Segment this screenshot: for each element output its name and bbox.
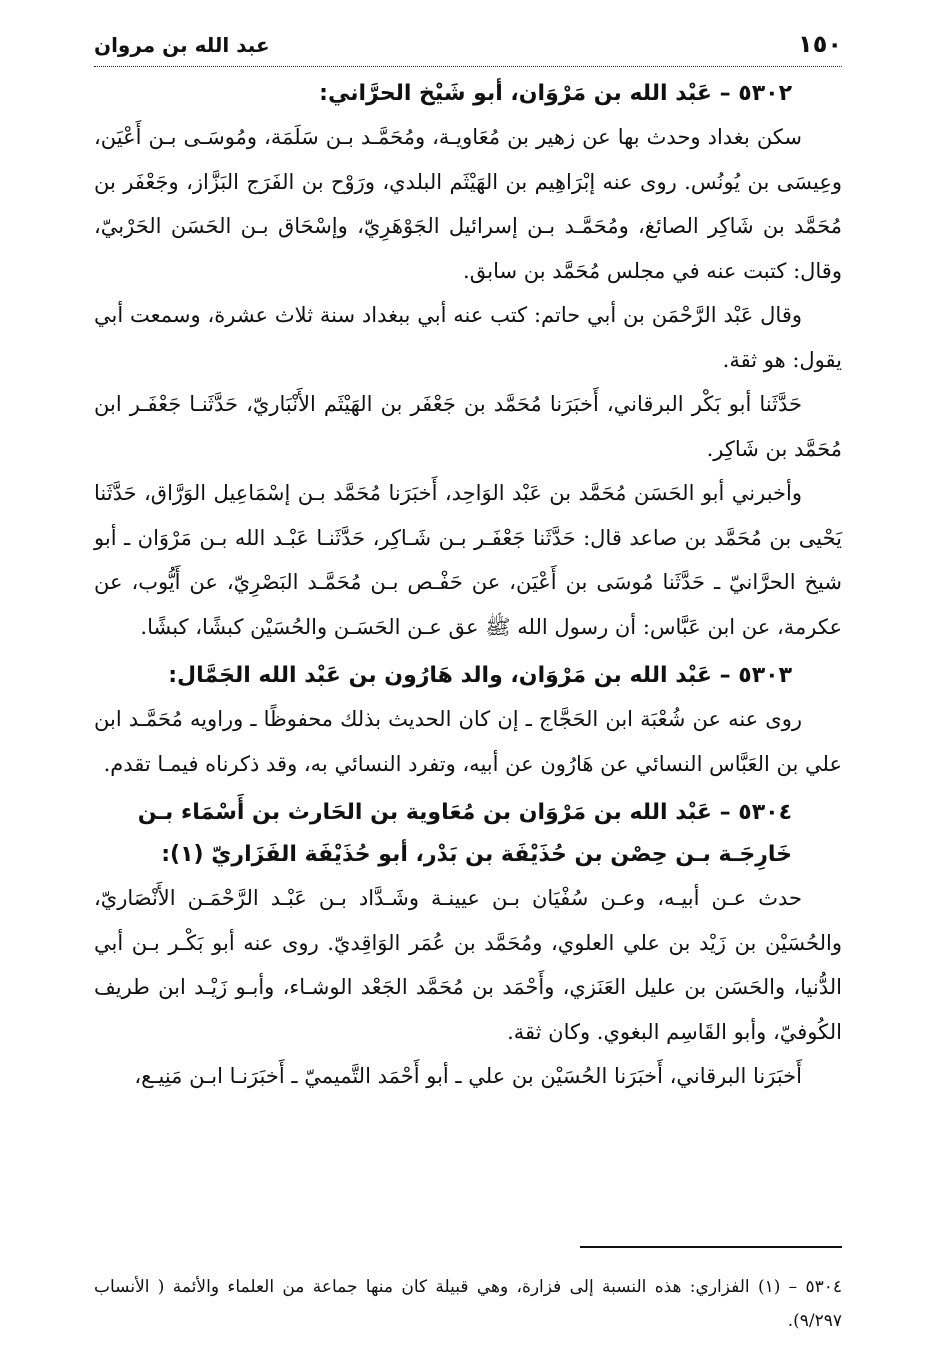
- running-title: عبد الله بن مروان: [94, 33, 270, 57]
- entry-5304: [94, 792, 842, 1099]
- entry-title: ٥٣٠٣ – عَبْد الله بن مَرْوَان، والد هَارُون بن عَبْد الله الجَمَّال:: [168, 663, 792, 688]
- entry-paragraph: حَدَّثَنا أبو بَكْر البرقاني، أَخبَرَنا مُحَمَّد بن جَعْفَر بن الهَيْثَم الأَنْبَاريّ، حَدَّثَنـا جَعْفَـر ابن مُحَمَّد بن شَاكِر.: [94, 392, 842, 461]
- entry-paragraph: وأخبرني أبو الحَسَن مُحَمَّد بن عَبْد الوَاحِد، أَخبَرَنا مُحَمَّد بـن إسْمَاعِيل الوَرَّاق، حَدَّثَنا يَحْيى بن مُحَمَّد بن صاعد قال: حَدَّثَنا جَعْفَـر بـن شَـاكِر، حَدَّثَنـا عَبْـد الله بـن مَرْوَان ـ أبو شيخ الحرَّانيّ ـ حَدَّثَنا مُوسَى بن أَعْيَن، عن حَفْـص بـن مُحَمَّـد البَصْرِيّ، عن أَيُّوب، عن عكرمة، عن ابن عَبَّاس: أن رسول الله ﷺ عق عـن الحَسَـن والحُسَيْن كبشًا، كبشًا.: [94, 481, 842, 639]
- entry-5303: [94, 655, 842, 786]
- entry-paragraph: وقال عَبْد الرَّحْمَن بن أبي حاتم: كتب عنه أبي ببغداد سنة ثلاث عشرة، وسمعت أبي يقول: هو ثقة.: [94, 303, 842, 372]
- entry-paragraph: روى عنه عن شُعْبَة ابن الحَجَّاج ـ إن كان الحديث بذلك محفوظًا ـ وراويه مُحَمَّـد ابن علي بن العَبَّاس النسائي عن هَارُون عن أبيه، وتفرد النسائي به، وقد ذكرناه فيمـا تقدم.: [94, 707, 842, 776]
- entry-title: ٥٣٠٤ – عَبْد الله بن مَرْوَان بن مُعَاوية بن الحَارث بن أَسْمَاء بـن خَارِجَـة بـن حِصْن بن حُذَيْفَة بن بَدْر، أبو حُذَيْفَة الفَزَاريّ (١):: [137, 800, 792, 867]
- entry-paragraph: أَخبَرَنا البرقاني، أَخبَرَنا الحُسَيْن بن علي ـ أبو أَحْمَد التَّميميّ ـ أَخبَرَنـا ابـن مَنِيـع،: [134, 1064, 802, 1088]
- running-header: [94, 30, 842, 67]
- entry-title: ٥٣٠٢ – عَبْد الله بن مَرْوَان، أبو شَيْخ الحرَّاني:: [319, 81, 792, 106]
- page-number: ١٥٠: [798, 30, 842, 58]
- book-page: [94, 30, 842, 1331]
- entry-paragraph: حدث عـن أبيـه، وعـن سُفْيَان بـن عيينـة وشَـدَّاد بـن عَبْـد الرَّحْمَـن الأَنْصَاريّ، والحُسَيْن بن زَيْد بن علي العلوي، ومُحَمَّد بن عُمَر الوَاقِديّ. روى عنه أبو بَكْـر بـن أبي الدُّنيا، والحَسَن بن عليل العَنَزي، وأَحْمَد بن مُحَمَّد الجَعْد الوشـاء، وأبـو زَيْـد ابن طريف الكُوفيّ، وأبو القَاسِم البغوي. وكان ثقة.: [94, 886, 842, 1044]
- entry-5302: [94, 73, 842, 649]
- footnote-divider: [580, 1246, 842, 1248]
- entry-paragraph: سكن بغداد وحدث بها عن زهير بن مُعَاويـة، ومُحَمَّـد بـن سَلَمَة، ومُوسَـى بـن أَعْيَن، وعِيسَى بن يُونُس. روى عنه إبْرَاهِيم بن الهَيْثَم البلدي، ورَوْح بن الفَرَج البَزَّاز، وجَعْفَر بن مُحَمَّد بن شَاكِر الصائغ، ومُحَمَّـد بـن إسرائيل الجَوْهَرِيّ، وإسْحَاق بـن الحَسَن الحَرْبيّ، وقال: كتبت عنه في مجلس مُحَمَّد بن سابق.: [94, 125, 842, 283]
- footnote: ٥٣٠٤ – (١) الفزاري: هذه النسبة إلى فزارة، وهي قبيلة كان منها جماعة من العلماء والأئمة ( الأنساب ٩/٢٩٧).: [94, 1277, 842, 1331]
